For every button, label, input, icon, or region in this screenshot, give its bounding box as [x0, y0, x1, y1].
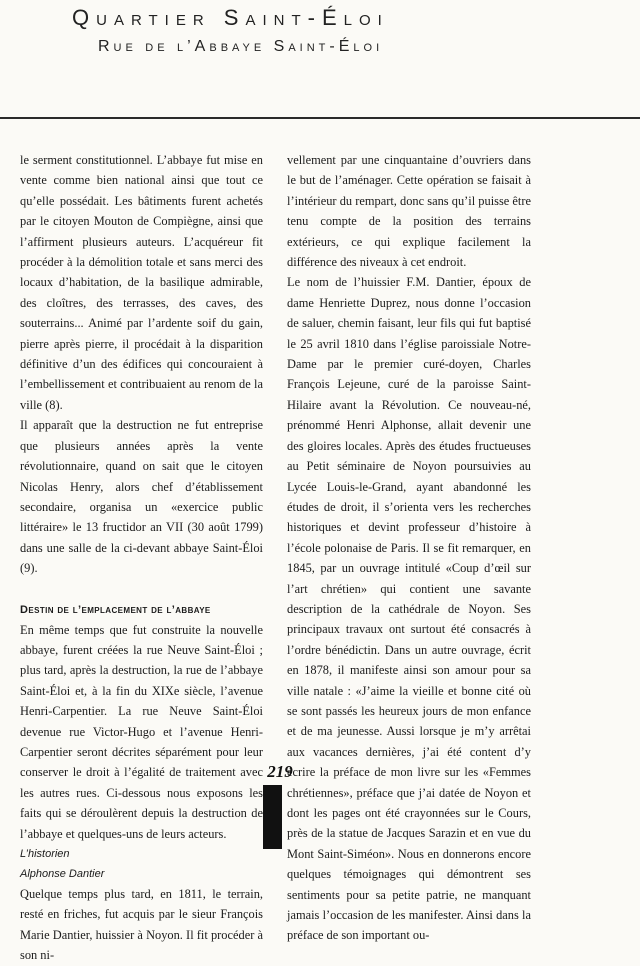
page-title: Quartier Saint-Éloi [72, 5, 389, 30]
paragraph: Quelque temps plus tard, en 1811, le terrain, resté en friches, fut acquis par le sieur François Marie Dantier, huissier à Noyon. Il fit procéder à son ni- [20, 887, 263, 963]
page-header [0, 0, 640, 120]
page-number: 219 [267, 762, 293, 781]
header-rule [0, 117, 640, 119]
section-heading: Destin de l’emplacement de l’abbaye [20, 603, 211, 616]
left-column [20, 150, 263, 966]
page-marker-bar [263, 785, 282, 849]
caption-line: Alphonse Dantier [20, 868, 105, 880]
caption-line: L’historien [20, 848, 70, 860]
paragraph: Il apparaît que la destruction ne fut entreprise que plusieurs années après la vente révolutionnaire, quand on sait que le citoyen Nicolas Henry, alors chef d’établissement secondaire, organisa un «exercice public littéraire» le 13 fructidor an VII (30 août 1799) dans une salle de la ci-devant abbaye Saint-Éloi (9). [20, 418, 263, 576]
right-column [287, 150, 531, 946]
paragraph: Le nom de l’huissier F.M. Dantier, époux de dame Henriette Duprez, nous donne l’occasion de saluer, chemin faisant, leur fils qui fut baptisé le 25 avril 1810 dans l’église paroissiale Notre-Dame par le premier curé-doyen, Charles François Lejeune, curé de la paroisse Saint-Hilaire avant la Révolution. Ce nouveau-né, prénommé Henri Alphonse, allait devenir une des gloires locales. Après des études fructueuses au Petit séminaire de Noyon poursuivies au Lycée Louis-le-Grand, ayant abandonné les études de droit, il s’orienta vers les recherches historiques et devint professeur d’histoire à l’école polonaise de Paris. Il se fit remarquer, en 1845, par un ouvrage intitulé «Coup d’œil sur l’art chrétien» qui contient une savante description de la cathédrale de Noyon. Ses principaux travaux ont surtout été consacrés à l’ordre bénédictin. Dans un autre ouvrage, écrit en 1878, il manifeste ainsi son amour pour sa ville natale : «J’aime la vieille et bonne cité où se sont passés les heureux jours de mon enfance et de ma jeunesse. Aussi lorsque je m’y arrêtai aux vacances dernières, j’ai été content d’y écrire la préface de mon livre sur les «Femmes chrétiennes», préface que j’ai datée de Noyon et dont les pages ont été crayonnées sur le Cours, près de la statue de Jacques Sarazin et en vue du Mont Saint-Siméon». Nous en donnerons encore quelques témoignages qui démontrent ses sentiments pour sa petite patrie, ne manquant jamais l’occasion de les manifester. Ainsi dans la préface de son important ou- [287, 275, 531, 943]
page-subtitle: Rue de l’Abbaye Saint-Éloi [98, 38, 384, 55]
paragraph: vellement par une cinquantaine d’ouvriers dans le but de l’aménager. Cette opération se faisait à l’intérieur du rempart, donc sans qu’il puisse être tenu compte de la position des terrains extérieurs, ce qui explique facilement la différence des niveaux à cet endroit. [287, 153, 531, 270]
paragraph: En même temps que fut construite la nouvelle abbaye, furent créées la rue Neuve Saint-Éloi ; plus tard, après la destruction, la rue de l’abbaye Saint-Éloi et, à la fin du XIXe siècle, l’avenue Henri-Carpentier. La rue Neuve Saint-Éloi devenue rue Victor-Hugo et l’avenue Henri-Carpentier seront décrites séparément pour leur conserver le droit à l’égalité de traitement avec les autres rues. Ci-dessous nous exposons les faits qui se déroulèrent depuis la destruction de l’abbaye et quelques-uns de leurs acteurs. [20, 622, 263, 841]
paragraph: le serment constitutionnel. L’abbaye fut mise en vente comme bien national ainsi que tout ce qu’elle possédait. Les bâtiments furent achetés par le citoyen Mouton de Compiègne, ainsi que l’affirment plusieurs auteurs. L’acquéreur fit procéder à la démolition totale et sans merci des locaux d’habitation, de la basilique admirable, des cloîtres, des terrasses, des caves, des souterrains... Animé par l’ardente soif du gain, pierre après pierre, il procédait à la disparition définitive d’un des édifices qui concouraient à l’embellissement et contribuaient au renom de la ville (8). [20, 153, 263, 412]
